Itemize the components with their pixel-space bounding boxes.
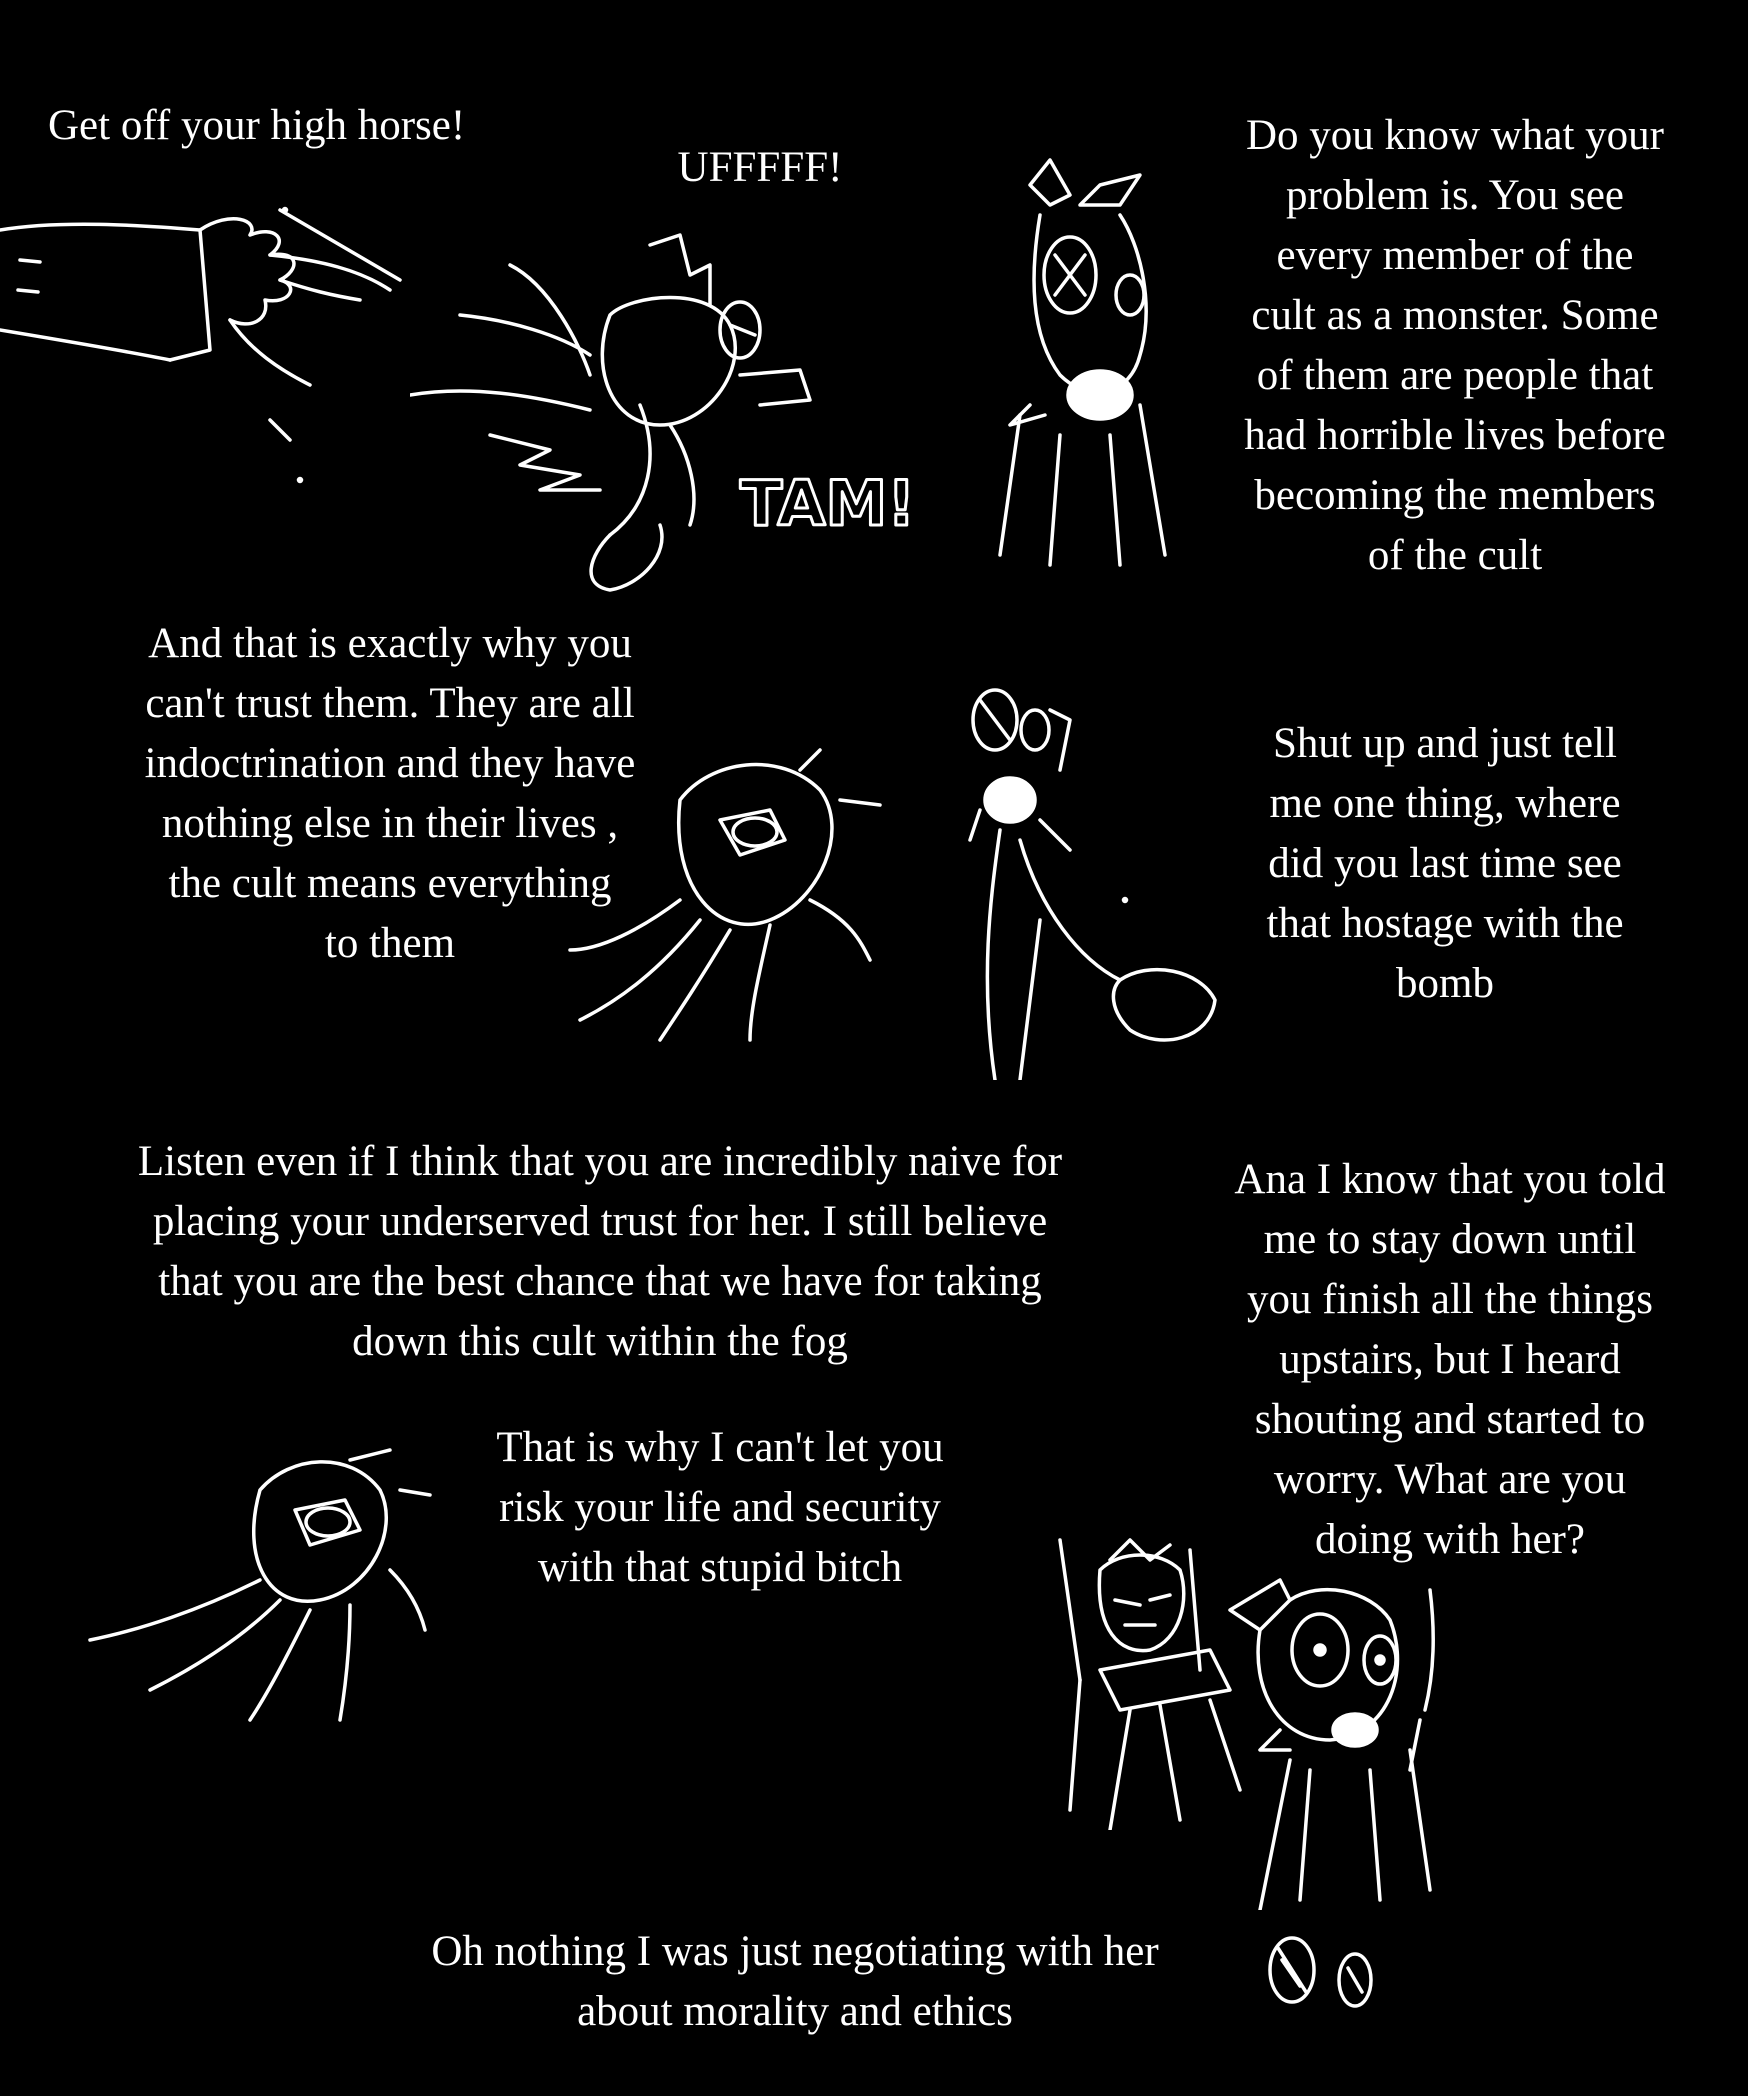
creature-standing-drawing	[1220, 1570, 1450, 1910]
punching-arm-drawing	[0, 200, 420, 500]
masked-cultist-falling-drawing	[410, 225, 930, 595]
speech-ana: Ana I know that you told me to stay down until you finish all the things upstairs, but I heard shouting and started to worry. What are you doing with her?	[1234, 1156, 1666, 1563]
tam-sfx: TAM!	[740, 467, 916, 540]
creature-eyes-drawing	[1260, 1920, 1390, 2030]
creature-pointing-drawing	[960, 680, 1230, 1080]
speech-problem: Do you know what your problem is. You see every member of the cult as a monster. Some of them are people that had horrible lives before becoming the members of the cult	[1244, 112, 1666, 579]
speech-high-horse: Get off your high horse!	[48, 102, 466, 149]
cultist-gesturing-drawing	[80, 1430, 440, 1730]
speech-ufff: UFFFFF!	[677, 144, 843, 191]
speech-shut-up: Shut up and just tell me one thing, where did you last time see that hostage with the bomb	[1266, 720, 1624, 1007]
speech-exactly-why: And that is exactly why you can't trust them. They are all indoctrination and they have nothing else in their lives , the cult means everything to them	[144, 620, 636, 967]
masked-creature-talking-drawing	[990, 155, 1190, 575]
speech-stupid: That is why I can't let you risk your life and security with that stupid bitch	[496, 1424, 944, 1591]
speech-negotiating: Oh nothing I was just negotiating with her about morality and ethics	[431, 1928, 1159, 2035]
cultist-gesturing-drawing	[560, 730, 940, 1050]
speech-listen: Listen even if I think that you are incredibly naive for placing your underserved trust for her. I still believe that you are the best chance that we have for taking down this cult within the fog	[137, 1138, 1063, 1365]
